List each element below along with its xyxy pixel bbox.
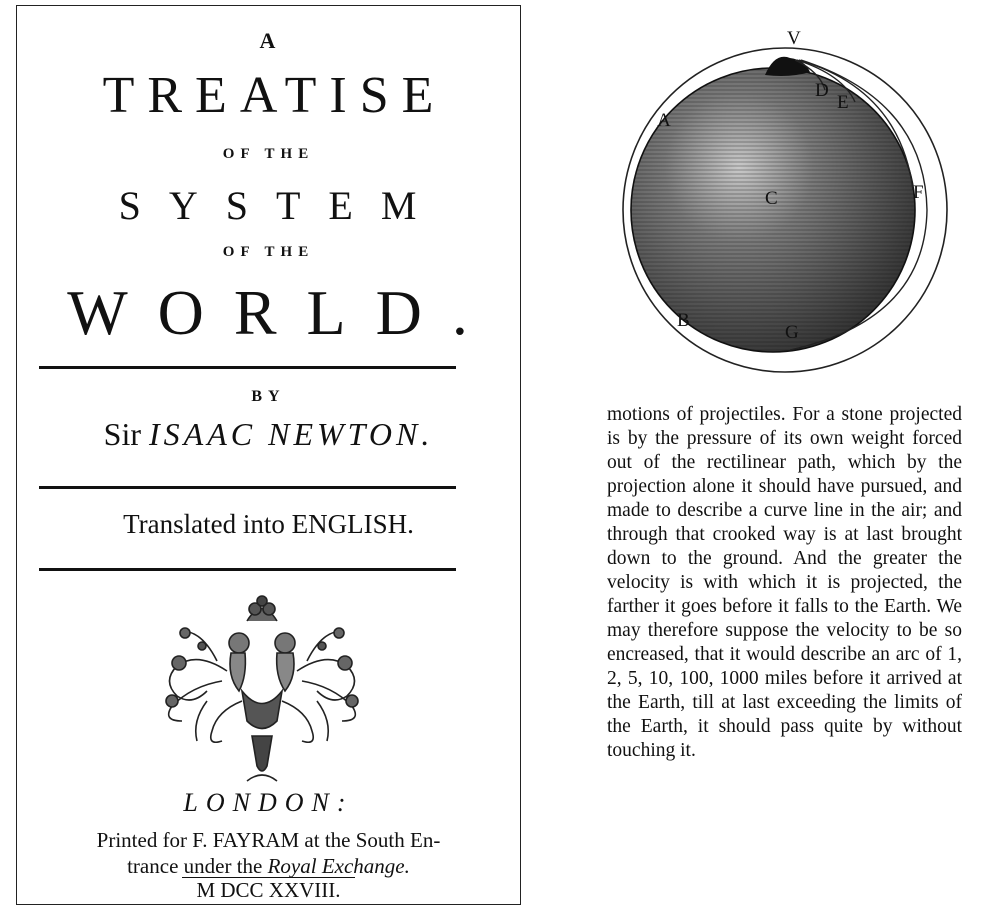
imprint-line-2-text: trance under the <box>127 854 268 878</box>
title-of-the-1: OF THE <box>222 146 315 162</box>
label-c: C <box>765 188 778 209</box>
title-page <box>16 5 521 905</box>
imprint-royal-exchange: Royal Exchange. <box>267 854 410 878</box>
projectile-earth-diagram <box>615 20 955 375</box>
label-a: A <box>657 110 671 131</box>
title-of-the-2: OF THE <box>222 244 315 260</box>
label-v: V <box>787 28 801 49</box>
date-text: M DCC XXVIII. <box>182 877 354 902</box>
label-f: F <box>913 182 924 203</box>
place-london: LONDON: <box>183 788 354 817</box>
author-line <box>17 416 520 453</box>
title-system: SYSTEM <box>118 183 445 228</box>
rule-divider <box>39 366 456 369</box>
author-prefix: Sir <box>103 416 150 452</box>
imprint-line-1: Printed for F. FAYRAM at the South En- <box>96 828 441 852</box>
translated-line: Translated into ENGLISH. <box>123 509 414 539</box>
rule-divider <box>39 486 456 489</box>
rule-divider <box>39 568 456 571</box>
mountain-peak <box>765 57 810 76</box>
label-d: D <box>815 80 829 101</box>
label-e: E <box>837 92 849 113</box>
imprint-line-2 <box>17 854 520 879</box>
label-g: G <box>785 322 799 343</box>
title-article: A <box>259 28 278 53</box>
ornament-engraving <box>147 591 377 786</box>
author-name: ISAAC NEWTON. <box>149 416 434 452</box>
body-text <box>607 403 962 763</box>
body-paragraph: motions of projectiles. For a stone projected is by the pressure of its own weight forced out of the rectilinear path, which by the projection alone it should have pursued, and made to describe a curve line in the air; and through that crooked way is at last brought down to the ground. And the greater the velocity is with which it is projected, the farther it goes before it falls to the Earth. We may therefore suppose the velocity to be so encreased, that it would describe an arc of 1, 2, 5, 10, 100, 1000 miles before it arrived at the Earth, till at last exceeding the limits of the Earth, it should pass quite by without touching it. <box>607 404 962 761</box>
imprint-date <box>17 878 520 903</box>
label-b: B <box>677 310 690 331</box>
title-treatise: TREATISE <box>102 67 447 124</box>
byline-by: BY <box>251 388 286 405</box>
title-world: WORLD. <box>67 277 498 348</box>
earth-hatching <box>631 68 915 352</box>
